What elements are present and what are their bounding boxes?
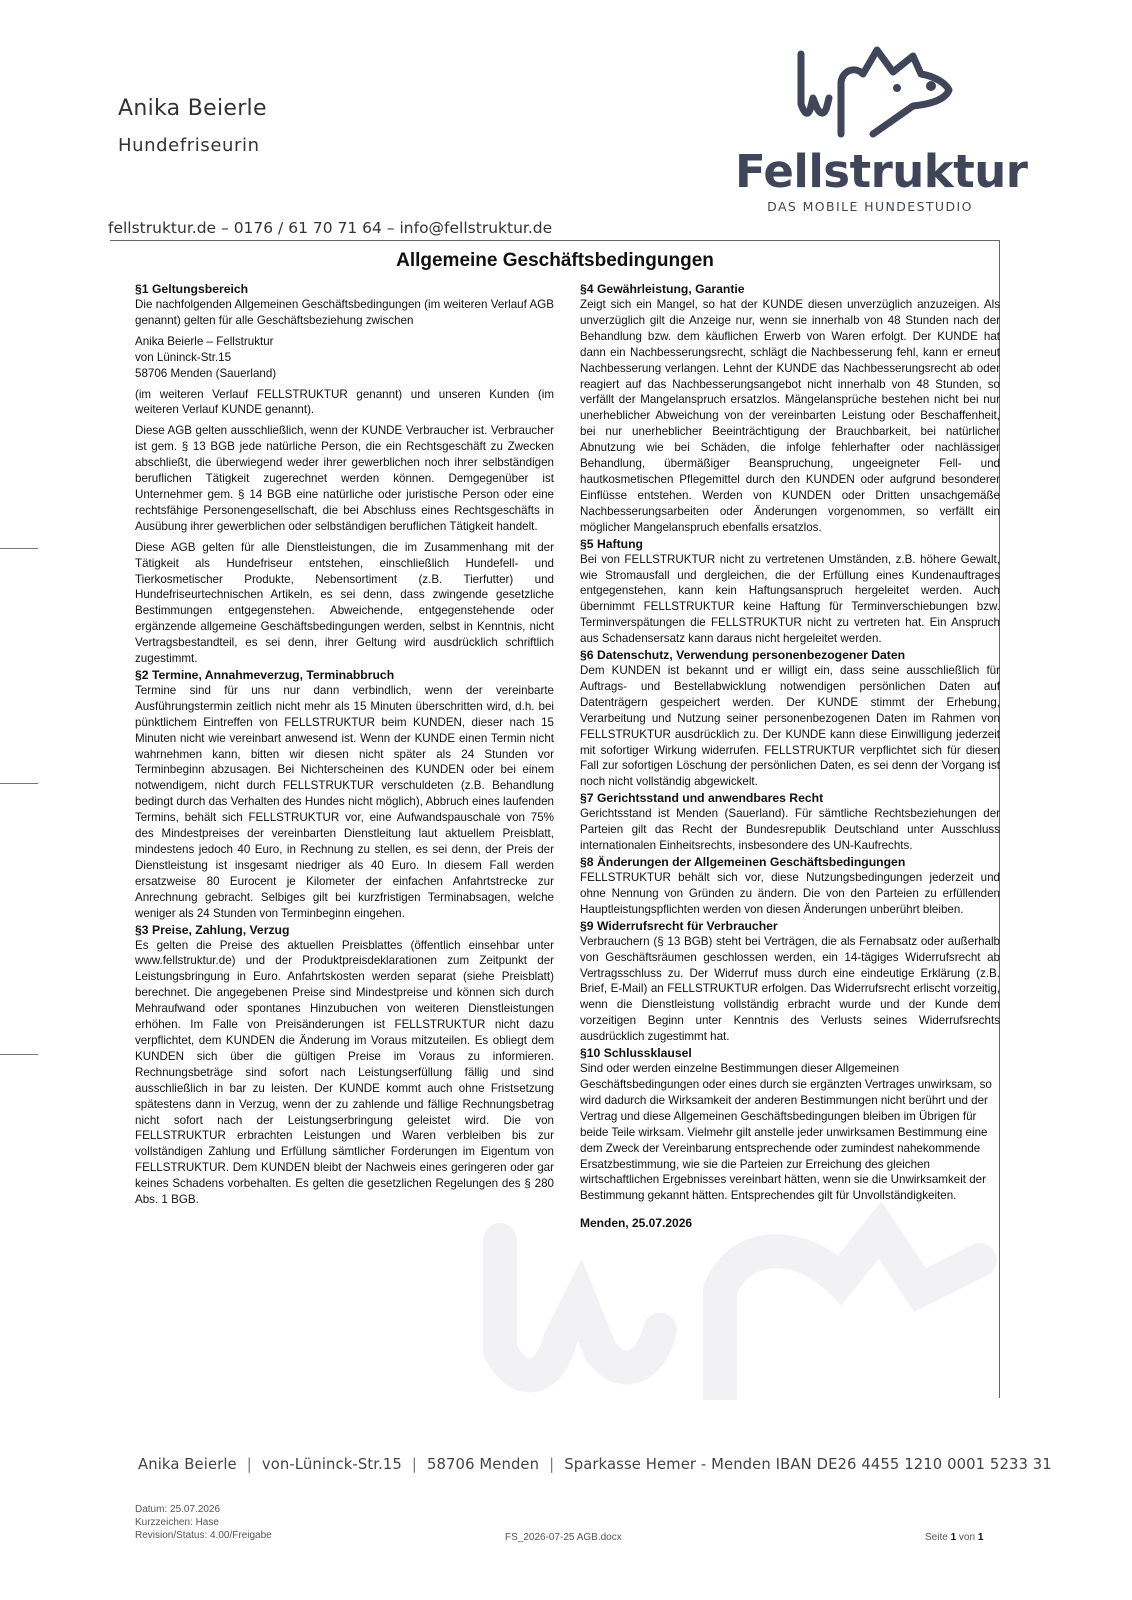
page-number [925,1532,983,1543]
paragraph: Die nachfolgenden Allgemeinen Geschäftsbedingungen (im weiteren Verlauf AGB genannt) gelten für alle Geschäftsbeziehung zwischen [135,298,554,327]
section-heading: §8 Änderungen der Allgemeinen Geschäftsbedingungen [580,855,906,869]
paragraph: Dem KUNDEN ist bekannt und er willigt ein, dass seine ausschließlich für Auftrags- und Bestellabwicklung notwendigen persönlichen Daten auf Datenträgern gespeichert werden. Der KUNDE stimmt der Erhebung, Verarbeitung und Nutzung seiner personenbezogenen Daten im Rahmen von FELLSTRUKTUR ausdrücklich zu. Der KUNDE kann diese Einwilligung jederzeit mit sofortiger Wirkung widerrufen. FELLSTRUKTUR verpflichtet sich für diesen Fall zur sofortigen Löschung der persönlichen Daten, es sei denn der Vorgang ist noch nicht vollständig abgewickelt. [580,664,1000,789]
page-prefix: Seite [925,1532,948,1543]
section-heading: §4 Gewährleistung, Garantie [580,282,745,296]
document-title: Allgemeine Geschäftsbedingungen [396,250,714,271]
section-heading: §9 Widerrufsrecht für Verbraucher [580,918,778,933]
section-heading: §7 Gerichtsstand und anwendbares Recht [580,791,824,806]
contact-line: fellstruktur.de – 0176 / 61 70 71 64 – info@fellstruktur.de [108,219,553,237]
meta-date: Datum: 25.07.2026 [135,1504,221,1515]
footer-line [138,1456,1052,1473]
brand-logo [735,42,1028,227]
page-separator: von [958,1532,976,1543]
footer-bank: Sparkasse Hemer - Menden IBAN DE26 4455 1210 0001 5233 31 [564,1456,1052,1473]
brand-tagline: DAS MOBILE HUNDESTUDIO [767,199,973,214]
paragraph: Zeigt sich ein Mangel, so hat der KUNDE diesen unverzüglich anzuzeigen. Als unverzüglich gilt die Anzeige nur, wenn sie innerhalb von 48 Stunden nach der Behandlung bzw. dem käuflichen Erwerb von Waren erfolgt. Der KUNDE hat dann ein Nachbesserungsrecht, schlägt die Nachbesserung fehl, kann er erneut Nachbesserung verlangen. Lehnt der KUNDE das Nachbesserungsrecht ab oder reagiert auf das Nachbesserungsangebot nicht innerhalb von 48 Stunden, so verfällt der Mangelanspruch ersatzlos. Mängelansprüche bestehen nicht bei nur unerheblicher Abweichung von der vereinbarten Leistung oder Beschaffenheit, bei nur unerheblicher Beeinträchtigung der Brauchbarkeit, bei natürlicher Abnutzung wie bei Schäden, die infolge fehlerhafter oder nachlässiger Behandlung, übermäßiger Beanspruchung, ungeeigneter Fell- und hautkosmetischen Pflegemittel durch den KUNDEN oder aufgrund besonderer Einflüsse entstehen. Werden von KUNDEN oder Dritten unsachgemäße Nachbesserungsarbeiten oder Änderungen vorgenommen, so verfällt ein möglicher Mangelanspruch ebenfalls ersatzlos. [580,298,1000,534]
left-column [135,281,554,1208]
fold-mark [0,548,38,549]
paragraph: Termine sind für uns nur dann verbindlich, wenn der vereinbarte Ausführungstermin zeitlich nicht mehr als 15 Minuten überschritten wird, d.h. bei pünktlichem Eintreffen von FELLSTRUKTUR beim KUNDEN, dieser nach 15 Minuten nicht wie vereinbart anwesend ist. Wenn der KUNDE einen Termin nicht wahrnehmen kann, bitten wir diesen nicht später als 24 Stunden vor Terminbeginn abzusagen. Bei Nichterscheinen des KUNDEN oder bei einem notwendigem, nicht durch FELLSTRUKTUR verschuldeten (z.B. Behandlung bedingt durch das Verhalten des Hundes nicht möglich), Abbruch eines laufenden Termins, behält sich FELLSTRUKTUR vor, eine Aufwandspauschale von 75% des Mindestpreises der vereinbarten Dienstleitung laut aktuellem Preisblatt, mindestens jedoch 40 Euro, in Rechnung zu stellen, es sei denn, der Preis der Dienstleistung ist insgesamt niedriger als 40 Euro. In diesem Fall werden ersatzweise 80 Eurocent je Kilometer der einfachen Anfahrtstrecke zur Anrechnung gebracht. Selbiges gilt bei kurzfristigen Terminabsagen, welche weniger als 24 Stunden von Terminbeginn eingehen. [135,683,554,920]
address-line: Anika Beierle – Fellstruktur [135,334,274,348]
paragraph: Sind oder werden einzelne Bestimmungen dieser Allgemeinen Geschäftsbedingungen oder eines durch sie ergänzten Vertrages unwirksam, so wird dadurch die Wirksamkeit der anderen Bestimmungen nicht berührt und der Vertrag und diese Allgemeinen Geschäftsbedingungen bleiben im Übrigen für beide Teile wirksam. Vielmehr gilt anstelle jeder unwirksamen Bestimmung eine dem Zweck der Vereinbarung entsprechende oder zumindest nahekommende Ersatzbestimmung, wie sie die Parteien zur Erreichung des gleichen wirtschaftlichen Ergebnisses vereinbart hätten, wenn sie die Unwirksamkeit der Bestimmung gekannt hätten. Entsprechendes gilt für Unvollständigkeiten. [580,1062,992,1203]
meta-initials: Kurzzeichen: Hase [135,1517,219,1528]
footer-separator: | [246,1456,252,1473]
dog-head-logo-icon [781,42,971,142]
section-heading: §2 Termine, Annahmeverzug, Terminabbruch [135,667,395,682]
owner-role: Hundefriseurin [118,135,260,156]
section-heading: §1 Geltungsbereich [135,282,249,296]
fold-mark [0,1054,38,1055]
paragraph: FELLSTRUKTUR behält sich vor, diese Nutzungsbedingungen jederzeit und ohne Nennung von Gründen zu ändern. Die von den Parteien zu erfüllenden Hauptleistungspflichten werden von diesen Änderungen unberührt bleiben. [580,871,1000,916]
section-heading: §6 Datenschutz, Verwendung personenbezogener Daten [580,648,906,663]
paragraph: Diese AGB gelten ausschließlich, wenn der KUNDE Verbraucher ist. Verbraucher ist gem. § 13 BGB jede natürliche Person, die ein Rechtsgeschäft zu Zwecken abschließt, die überwiegend weder ihrer gewerblichen noch ihrer selbständigen beruflichen Tätigkeit zugerechnet werden können. Demgegenüber ist Unternehmer gem. § 14 BGB eine natürliche oder juristische Person oder eine rechtsfähige Personengesellschaft, die bei Abschluss eines Rechtsgeschäfts in Ausübung ihrer gewerblichen oder selbständigen beruflichen Tätigkeit handelt. [135,424,554,533]
footer-city: 58706 Menden [427,1456,540,1473]
document-meta [135,1503,272,1542]
footer-separator: | [549,1456,555,1473]
paragraph: Gerichtsstand ist Menden (Sauerland). Für sämtliche Rechtsbeziehungen der Parteien gilt das Recht der Bundesrepublik Deutschland unter Ausschluss internationalen Einheitsrechts, insbesondere des UN-Kaufrechts. [580,807,1000,853]
paragraph: (im weiteren Verlauf FELLSTRUKTUR genannt) und unseren Kunden (im weiteren Verlauf KUNDE genannt). [135,387,554,417]
section-heading: §10 Schlussklausel [580,1046,692,1061]
address-line: 58706 Menden (Sauerland) [135,366,277,380]
paragraph: Es gelten die Preise des aktuellen Preisblattes (öffentlich einsehbar unter www.fellstruktur.de) und der Produktpreisdeklarationen zum Zeitpunkt der Leistungsbringung in Euro. Anfahrtskosten werden separat (siehe Preisblatt) berechnet. Die angegebenen Preise sind Mindestpreise und können sich durch Mehraufwand oder spontanes Hinzubuchen von weiteren Dienstleistungen erhöhen. Im Falle von Preisänderungen ist FELLSTRUKTUR nicht dazu verpflichtet, dem KUNDEN die Änderung im Voraus mitzuteilen. Es obliegt dem KUNDEN sich über die gültigen Preise im Voraus zu informieren. Rechnungsbeträge sind sofort nach Leistungserfüllung fällig und sind ausschließlich in bar zu leisten. Der KUNDE kommt auch ohne Fristsetzung spätestens dann in Verzug, wenn der zu zahlende und fällige Rechnungsbetrag nicht sofort nach der Leistungserbringung geleistet wird. Die von FELLSTRUKTUR erbrachten Leistungen und Waren verbleiben bis zur vollständigen Zahlung und Erfüllung sämtlicher Forderungen im Eigentum von FELLSTRUKTUR. Dem KUNDEN bleibt der Nachweis eines geringeren oder gar keines Schadens vorbehalten. Es gelten die gesetzlichen Regelungen des § 280 Abs. 1 BGB. [135,938,554,1207]
signoff-date: Menden, 25.07.2026 [580,1216,693,1231]
brand-name: Fellstruktur [735,145,1028,198]
footer-separator: | [411,1456,418,1473]
fold-mark [0,783,38,784]
footer-street: von-Lüninck-Str.15 [261,1456,402,1473]
section-heading: §5 Haftung [580,536,643,551]
paragraph: Diese AGB gelten für alle Dienstleistungen, die im Zusammenhang mit der Tätigkeit als Hundefriseur entstehen, einschließlich Hundefell- und Tierkosmetischer Produkte, Nebensortiment (z.B. Tierfutter) und Hundefriseurtechnischen Artikeln, es sei denn, dass zwingende gesetzliche Bestimmungen entgegenstehen. Abweichende, entgegenstehende oder ergänzende allgemeine Geschäftsbedingungen werden, selbst in Kenntnis, nicht Vertragsbestandteil, es sei denn, ihrer Geltung wird ausdrücklich schriftlich zugestimmt. [135,540,554,666]
page-total: 1 [977,1532,984,1543]
right-column [580,281,1000,1232]
page-current: 1 [950,1532,957,1543]
owner-name: Anika Beierle [118,96,267,121]
paragraph: Verbrauchern (§ 13 BGB) steht bei Verträgen, die als Fernabsatz oder außerhalb von Geschäftsräumen geschlossen werden, ein 14-tägiges Widerrufsrecht ab Vertragsschluss zu. Der Widerruf muss durch eine eindeutige Erklärung (z.B. Brief, E-Mail) an FELLSTRUKTUR erfolgen. Das Widerrufsrecht erlischt vorzeitig, wenn die Dienstleistung vollständig erbracht wurde und der Kunde dem vorzeitigen Beginn unter Kenntnis des Verlusts seines Widerrufsrechts ausdrücklich zugestimmt hat. [580,934,1000,1044]
address-line: von Lüninck-Str.15 [135,350,232,364]
section-heading: §3 Preise, Zahlung, Verzug [135,922,290,937]
document-filename: FS_2026-07-25 AGB.docx [505,1532,622,1543]
paragraph: Bei von FELLSTRUKTUR nicht zu vertretenen Umständen, z.B. höhere Gewalt, wie Stromausfall und dergleichen, die der Erfüllung eines Kundenauftrages entgegenstehen, kann kein Haftungsanspruch hergeleitet werden. Auch übernimmt FELLSTRUKTUR keine Haftung für Terminverschiebungen bzw. Terminverspätungen die FELLSTRUKTUR nicht zu vertreten hat. Ein Anspruch aus Schadensersatz kann daraus nicht hergeleitet werden. [580,552,1000,646]
footer-name: Anika Beierle [138,1456,237,1473]
meta-revision: Revision/Status: 4.00/Freigabe [135,1530,272,1541]
